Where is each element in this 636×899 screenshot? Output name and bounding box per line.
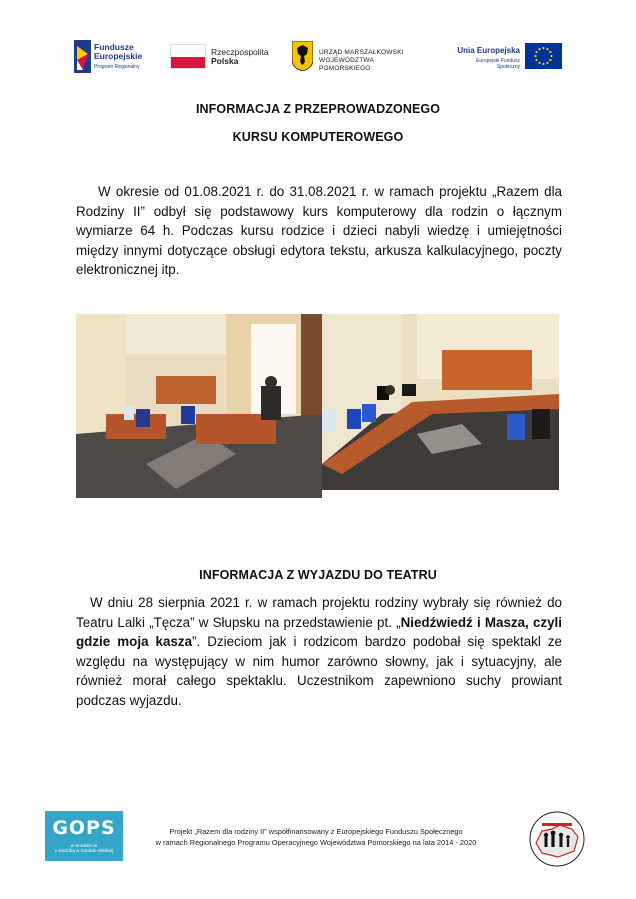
fundusze-europejskie-logo [74,38,154,76]
fe-line2: Europejskie [94,51,143,61]
razem-dla-rodziny-logo-icon [528,803,586,875]
fe-sub: Program Regionalny [94,64,140,70]
gops-sub1: w Smołdzinie [70,843,98,848]
gops-title: GOPS [52,817,116,839]
fe-star-mark-icon [74,40,91,73]
section2-title: INFORMACJA Z WYJAZDU DO TEATRU [199,568,437,582]
gops-sub2: z siedzibą w Gardnie Wielkiej [54,848,114,853]
footer-project-info [126,826,506,848]
computer-course-photo-left [76,314,322,498]
section2-body [76,593,562,710]
play-title: Niedźwiedź i Masza, czyli gdzie moja kasza [76,614,562,649]
section1-body: W okresie od 01.08.2021 r. do 31.08.2021 r. w ramach projektu „Razem dla Rodziny II” odbył się podstawowy kurs komputerowy dla rodzin o łącznym wymiarze 64 h. Podczas kursu rodzice i dzieci nabyli wiedzę i umiejętności między innymi dotyczące obsługi edytora tekstu, arkusza kalkulacyjnego, poczty elektronicznej itp. [76,184,562,277]
rzeczpospolita-polska-logo [170,38,275,76]
poland-flag-icon [170,44,206,69]
fe-line1: Fundusze [94,42,134,52]
ue-line1: Unia Europejska [457,46,520,55]
section1-title-line2: KURSU KOMPUTEROWEGO [232,130,404,144]
gops-logo [45,811,123,861]
section2-body-part1: W dniu 28 sierpnia 2021 r. w ramach projektu rodziny wybrały się również do Teatru Lalki „Tęcza” w Słupsku na przedstawienie pt. „ [76,595,562,630]
unia-europejska-logo [452,38,562,76]
urzad-marszalkowski-logo [292,38,427,76]
eu-flag-icon [525,43,562,69]
section2-body-part2: ”. Dzieciom jak i rodzicom bardzo podobał się spektakl ze względu na występujący w nim humor zarówno słowny, jak i sytuacyjny, ale również morał całego spektaklu. Uczestnikom zapewniono suchy prowiant podczas wyjazdu. [76,634,562,708]
computer-course-photo-right [322,314,559,490]
footer-line1: Projekt „Razem dla rodziny II” współfinansowany z Europejskiego Funduszu Społecznego [169,827,463,836]
ue-sub: Europejski Fundusz Społeczny [476,58,520,70]
footer-line2: w ramach Regionalnego Programu Operacyjnego Województwa Pomorskiego na lata 2014 - 2020 [155,838,477,847]
um-line2: WOJEWÓDZTWA POMORSKIEGO [319,57,374,72]
rp-line1: Rzeczpospolita [211,47,269,57]
pomorskie-crest-icon [292,41,313,71]
logo-strip [74,38,562,76]
section1-title-line1: INFORMACJA Z PRZEPROWADZONEGO [195,102,441,116]
um-line1: URZĄD MARSZAŁKOWSKI [319,49,404,56]
rp-line2: Polska [211,56,239,66]
